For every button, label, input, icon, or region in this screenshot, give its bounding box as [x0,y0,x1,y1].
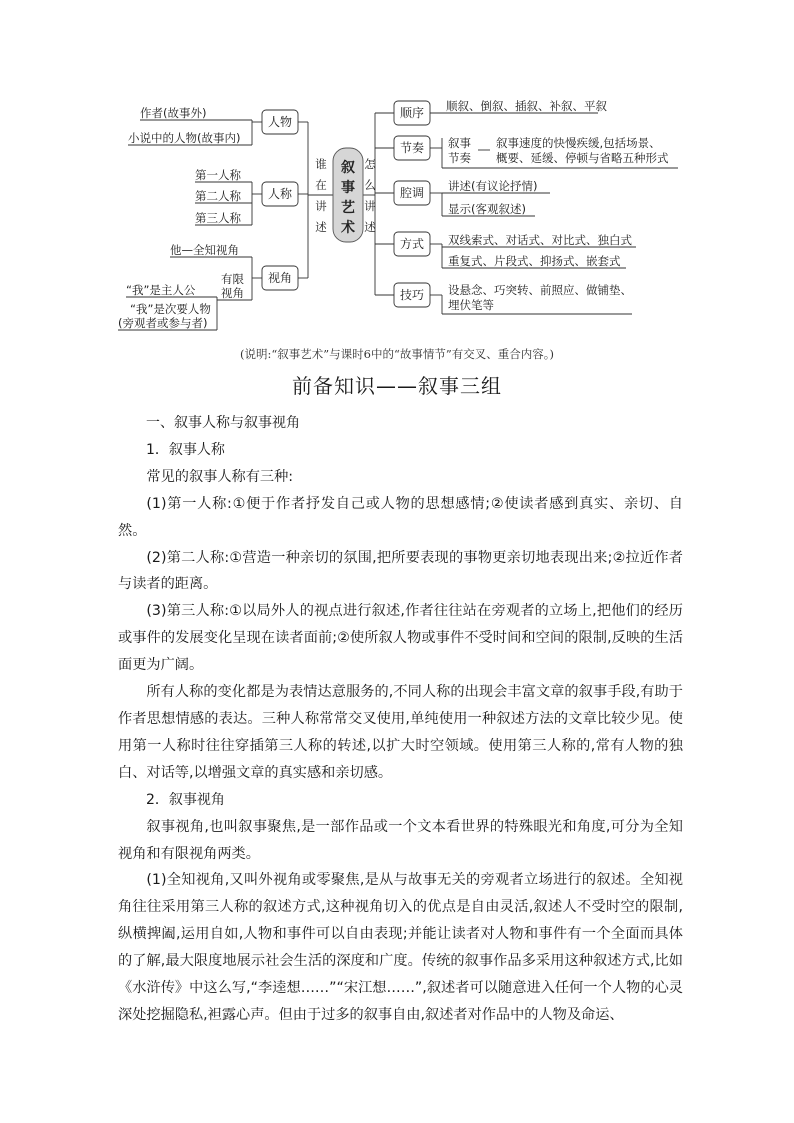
style-item-2: 重复式、片段式、抑扬式、嵌套式 [448,254,621,268]
body-text [118,410,683,1029]
center-char-4: 术 [341,220,355,236]
skill-item-1: 设悬念、巧突转、前照应、做铺垫、 [448,283,632,297]
view-limited-label-1: 有限 [221,272,244,286]
how-char-4: 述 [364,220,376,234]
view-limited-protagonist: “我”是主人公 [126,283,196,297]
node-pronoun: 人称 [267,187,293,201]
rhythm-sub-2: 节奏 [448,151,471,165]
person-item-character: 小说中的人物(故事内) [128,131,241,145]
view-omniscient: 他—全知视角 [170,243,239,257]
center-char-2: 事 [341,180,355,196]
paragraph-view-definition: 叙事视角,也叫叙事聚焦,是一部作品或一个文本看世界的特殊眼光和角度,可分为全知视角和有限视角两类。 [118,818,683,862]
paragraph-person-changes: 所有人称的变化都是为表情达意服务的,不同人称的出现会丰富文章的叙事手段,有助于作者思想情感的表达。三种人称常常交叉使用,单纯使用一种叙述方法的文章比较少见。使用第一人称时往往穿插第三人称的转述,以扩大时空领域。使用第三人称的,常有人物的独白、对话等,以增强文章的真实感和亲切感。 [118,684,683,781]
paragraph-second-person: (2)第二人称:①营造一种亲切的氛围,把所要表现的事物更亲切地表现出来;②拉近作者与读者的距离。 [118,549,683,593]
pronoun-item-second: 第二人称 [195,189,241,203]
node-style: 方式 [399,237,425,251]
paragraph-intro: 常见的叙事人称有三种: [146,468,294,485]
tone-item-tell: 讲述(有议论抒情) [448,179,538,193]
who-char-3: 讲 [315,199,327,213]
heading-narrative-view: 2．叙事视角 [146,791,225,808]
node-view: 视角 [267,271,293,285]
how-char-3: 讲 [364,199,376,213]
node-order: 顺序 [399,106,425,120]
order-items: 顺叙、倒叙、插叙、补叙、平叙 [446,99,607,113]
skill-item-2: 埋伏笔等 [448,298,494,312]
how-char-1: 怎 [364,157,376,171]
node-person: 人物 [267,115,293,129]
heading-person-and-view: 一、叙事人称与叙事视角 [146,415,300,431]
style-item-1: 双线索式、对话式、对比式、独白式 [448,233,632,247]
node-tone: 腔调 [399,186,425,200]
view-limited-label-2: 视角 [221,286,244,300]
rhythm-sub-1: 叙事 [448,136,471,150]
section-title: 前备知识——叙事三组 [292,374,502,398]
node-rhythm: 节奏 [399,141,425,155]
paragraph-third-person: (3)第三人称:①以局外人的视点进行叙述,作者往往站在旁观者的立场上,把他们的经历或事件的发展变化呈现在读者面前;②使所叙人物或事件不受时间和空间的限制,反映的生活面更为广阔。 [118,603,683,674]
node-skill: 技巧 [399,288,425,302]
center-char-3: 艺 [341,200,355,216]
who-char-1: 谁 [315,157,327,171]
center-char-1: 叙 [341,160,355,176]
tone-item-show: 显示(客观叙述) [448,202,526,216]
who-char-4: 述 [315,220,327,234]
rhythm-item-2: 概要、延缓、停顿与省略五种形式 [496,151,669,165]
narrative-art-mindmap [0,0,794,340]
pronoun-item-third: 第三人称 [195,211,241,225]
who-char-2: 在 [315,178,327,192]
view-limited-minor: “我”是次要人物 [130,302,211,316]
diagram-note: (说明:“叙事艺术”与课时6中的“故事情节”有交叉、重合内容。) [240,347,554,361]
paragraph-first-person: (1)第一人称:①便于作者抒发自己或人物的思想感情;②使读者感到真实、亲切、自然。 [118,495,683,539]
view-limited-minor-note: (旁观者或参与者) [118,316,208,330]
rhythm-item-1: 叙事速度的快慢疾缓,包括场景、 [496,136,661,150]
pronoun-item-first: 第一人称 [195,168,241,182]
heading-narrative-person: 1．叙事人称 [146,441,225,458]
paragraph-omniscient-view: (1)全知视角,又叫外视角或零聚焦,是从与故事无关的旁观者立场进行的叙述。全知视角往往采用第三人称的叙述方式,这种视角切入的优点是自由灵活,叙述人不受时空的限制,纵横捭阖,运用自如,人物和事件可以自由表现;并能让读者对人物和事件有一个全面而具体的了解,最大限度地展示社会生活的深度和广度。传统的叙事作品多采用这种叙述方式,比如《水浒传》中这么写,“李逵想……”“宋江想……”,叙述者可以随意进入任何一个人物的心灵深处挖掘隐私,袒露心声。但由于过多的叙事自由,叙述者对作品中的人物及命运、 [118,872,683,1023]
how-char-2: 么 [364,178,376,192]
person-item-author: 作者(故事外) [140,106,207,120]
